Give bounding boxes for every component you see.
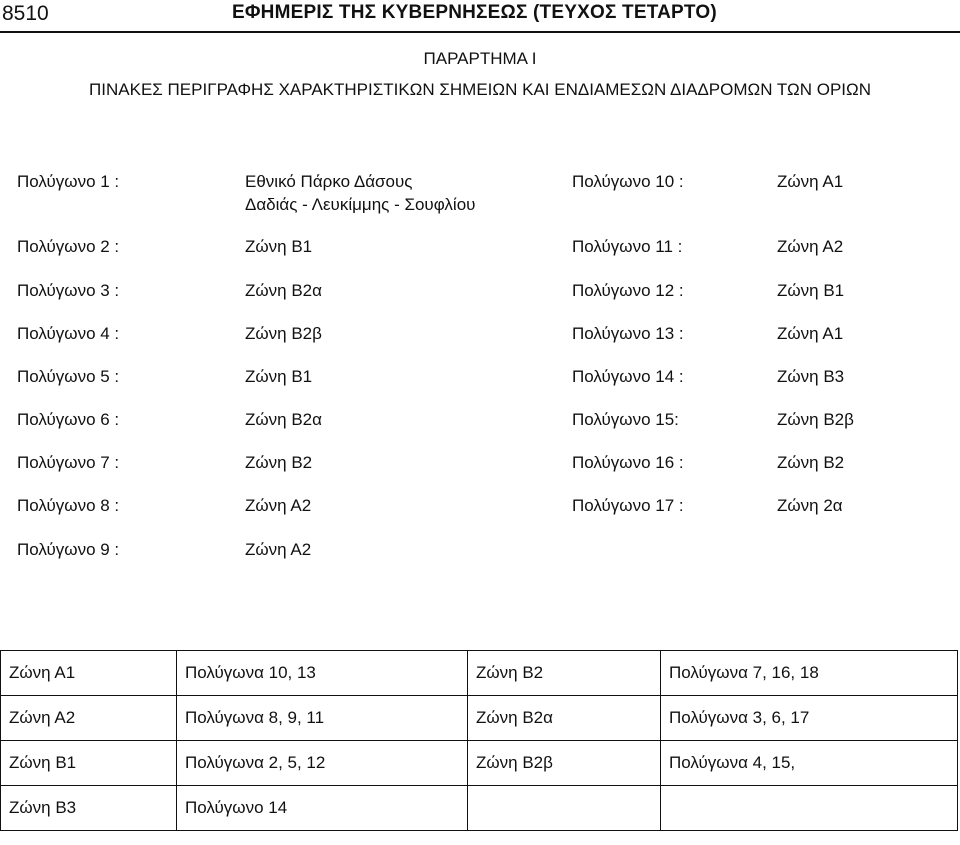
- polygon-label: Πολύγωνο 9 :: [17, 540, 120, 559]
- polygon-label: Πολύγωνο 8 :: [17, 496, 120, 515]
- zone-cell: [468, 786, 661, 831]
- annex-title: ΠΑΡΑΡΤΗΜΑ Ι: [423, 49, 537, 68]
- polygon-zone: Ζώνη Β2: [777, 453, 845, 472]
- polygon-zone: Ζώνη Β2β: [777, 410, 854, 429]
- polygon-label: Πολύγωνο 7 :: [17, 453, 120, 472]
- polygon-row: [0, 366, 960, 410]
- zone-cell: Ζώνη Β2α: [468, 696, 661, 741]
- polygon-label: Πολύγωνο 14 :: [572, 367, 684, 386]
- polygon-zone: Ζώνη 2α: [777, 496, 843, 515]
- polygon-zone: Ζώνη Β1: [245, 367, 313, 386]
- polygons-cell: Πολύγωνα 10, 13: [177, 651, 468, 696]
- polygon-row: [0, 323, 960, 367]
- polygon-zone: Ζώνη Α2: [245, 540, 312, 559]
- polygon-label: Πολύγωνο 3 :: [17, 281, 120, 300]
- polygon-row: [0, 236, 960, 280]
- polygons-cell: [661, 786, 958, 831]
- zone-cell: Ζώνη Β2β: [468, 741, 661, 786]
- table-row: [1, 696, 958, 741]
- table-row: [1, 786, 958, 831]
- polygons-cell: Πολύγωνα 3, 6, 17: [661, 696, 958, 741]
- polygon-label: Πολύγωνο 10 :: [572, 172, 684, 191]
- polygon-zone: Ζώνη Α1: [777, 172, 844, 191]
- zone-cell: Ζώνη Α2: [1, 696, 177, 741]
- annex-subtitle: ΠΙΝΑΚΕΣ ΠΕΡΙΓΡΑΦΗΣ ΧΑΡΑΚΤΗΡΙΣΤΙΚΩΝ ΣΗΜΕΙΩΝ ΚΑΙ ΕΝΔΙΑΜΕΣΩΝ ΔΙΑΔΡΟΜΩΝ ΤΩΝ ΟΡΙΩΝ: [89, 80, 871, 99]
- table-row: [1, 741, 958, 786]
- polygon-label: Πολύγωνο 13 :: [572, 324, 684, 343]
- polygon-label: Πολύγωνο 2 :: [17, 237, 120, 256]
- polygons-cell: Πολύγωνα 2, 5, 12: [177, 741, 468, 786]
- page-number: 8510: [2, 2, 49, 25]
- polygons-cell: Πολύγωνο 14: [177, 786, 468, 831]
- polygons-cell: Πολύγωνα 7, 16, 18: [661, 651, 958, 696]
- polygon-zone: Ζώνη Β2α: [245, 410, 322, 429]
- zone-summary-table: [0, 650, 958, 831]
- polygon-zone: Ζώνη Β2α: [245, 281, 322, 300]
- table-row: [1, 651, 958, 696]
- zone-cell: Ζώνη Β2: [468, 651, 661, 696]
- polygon-label: Πολύγωνο 17 :: [572, 496, 684, 515]
- gazette-title: ΕΦΗΜΕΡΙΣ ΤΗΣ ΚΥΒΕΡΝΗΣΕΩΣ (ΤΕΥΧΟΣ ΤΕΤΑΡΤΟ): [232, 2, 717, 23]
- polygons-cell: Πολύγωνα 4, 15,: [661, 741, 958, 786]
- polygon-zone: Ζώνη Β1: [777, 281, 845, 300]
- polygon-row: [0, 539, 960, 583]
- polygon-zone: Ζώνη Α2: [245, 496, 312, 515]
- polygon-row: [0, 452, 960, 496]
- polygon-zone: Ζώνη Β1: [245, 237, 313, 256]
- polygon-zone: Ζώνη Β2β: [245, 324, 322, 343]
- polygon-label: Πολύγωνο 12 :: [572, 281, 684, 300]
- polygon-zone-continuation: Δαδιάς - Λευκίμμης - Σουφλίου: [245, 195, 476, 214]
- polygon-label: Πολύγωνο 5 :: [17, 367, 120, 386]
- polygon-row: [0, 409, 960, 453]
- polygon-row: [0, 280, 960, 324]
- polygon-zone: Εθνικό Πάρκο Δάσους: [245, 172, 413, 191]
- zone-cell: Ζώνη Β1: [1, 741, 177, 786]
- polygon-zone: Ζώνη Β3: [777, 367, 845, 386]
- polygons-cell: Πολύγωνα 8, 9, 11: [177, 696, 468, 741]
- zone-cell: Ζώνη Β3: [1, 786, 177, 831]
- polygon-label: Πολύγωνο 4 :: [17, 324, 120, 343]
- polygon-row: [0, 171, 960, 215]
- polygon-label: Πολύγωνο 15:: [572, 410, 679, 429]
- polygon-label: Πολύγωνο 16 :: [572, 453, 684, 472]
- polygon-zone: Ζώνη Β2: [245, 453, 313, 472]
- polygon-label: Πολύγωνο 1 :: [17, 172, 120, 191]
- polygon-label: Πολύγωνο 6 :: [17, 410, 120, 429]
- zone-cell: Ζώνη Α1: [1, 651, 177, 696]
- polygon-zone: Ζώνη Α1: [777, 324, 844, 343]
- polygon-label: Πολύγωνο 11 :: [572, 237, 683, 256]
- polygon-zone: Ζώνη Α2: [777, 237, 844, 256]
- polygon-row: [0, 495, 960, 539]
